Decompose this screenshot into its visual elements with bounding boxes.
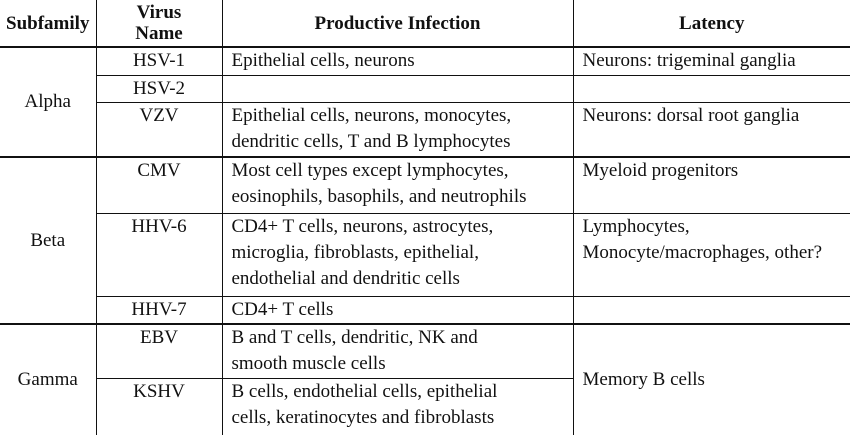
table-row [0,157,850,214]
latency-cell-shared: Memory B cells [573,324,850,435]
virus-cell: KSHV [96,379,222,435]
latency-line: Myeloid progenitors [583,158,845,184]
virus-cell: EBV [96,324,222,379]
productive-line: B cells, endothelial cells, epithelial [232,379,567,405]
virus-cell: HSV-2 [96,76,222,103]
virus-cell: HHV-7 [96,297,222,325]
header-latency: Latency [573,0,850,47]
productive-cell [222,214,573,297]
table-row [0,214,850,297]
productive-cell [222,297,573,325]
latency-cell [573,47,850,76]
productive-line: B and T cells, dendritic, NK and [232,325,567,351]
table-row [0,76,850,103]
latency-line: Neurons: dorsal root ganglia [583,103,845,129]
latency-cell-empty [573,297,850,325]
productive-line: Epithelial cells, neurons, monocytes, [232,103,567,129]
table-row [0,103,850,158]
virus-cell: CMV [96,157,222,214]
productive-cell [222,103,573,158]
header-productive-infection: Productive Infection [222,0,573,47]
productive-line: Most cell types except lymphocytes, [232,158,567,184]
latency-cell-empty [573,76,850,103]
productive-cell-empty [222,76,573,103]
latency-line: Lymphocytes, [583,214,845,240]
productive-line: CD4+ T cells, neurons, astrocytes, [232,214,567,240]
latency-line: Neurons: trigeminal ganglia [583,48,845,74]
subfamily-cell-alpha: Alpha [0,47,96,157]
header-subfamily: Subfamily [0,0,96,47]
subfamily-cell-gamma: Gamma [0,324,96,435]
virus-cell: HHV-6 [96,214,222,297]
table-row [0,47,850,76]
latency-cell [573,214,850,297]
productive-line: smooth muscle cells [232,351,567,377]
virus-cell: VZV [96,103,222,158]
latency-line: Monocyte/macrophages, other? [583,240,845,266]
subfamily-cell-beta: Beta [0,157,96,324]
productive-line: eosinophils, basophils, and neutrophils [232,184,567,210]
productive-line: endothelial and dendritic cells [232,266,567,292]
virus-cell: HSV-1 [96,47,222,76]
productive-cell [222,47,573,76]
header-row [0,0,850,47]
productive-line: Epithelial cells, neurons [232,48,567,74]
productive-line: dendritic cells, T and B lymphocytes [232,129,567,155]
header-virus-name [96,0,222,47]
productive-cell [222,324,573,379]
productive-line: microglia, fibroblasts, epithelial, [232,240,567,266]
productive-line: cells, keratinocytes and fibroblasts [232,405,567,431]
productive-line: CD4+ T cells [232,297,567,323]
productive-cell [222,157,573,214]
table-row [0,297,850,325]
header-virus-name-line2: Name [101,23,218,44]
latency-cell [573,103,850,158]
header-virus-name-line1: Virus [101,2,218,23]
table-row [0,324,850,379]
latency-cell [573,157,850,214]
